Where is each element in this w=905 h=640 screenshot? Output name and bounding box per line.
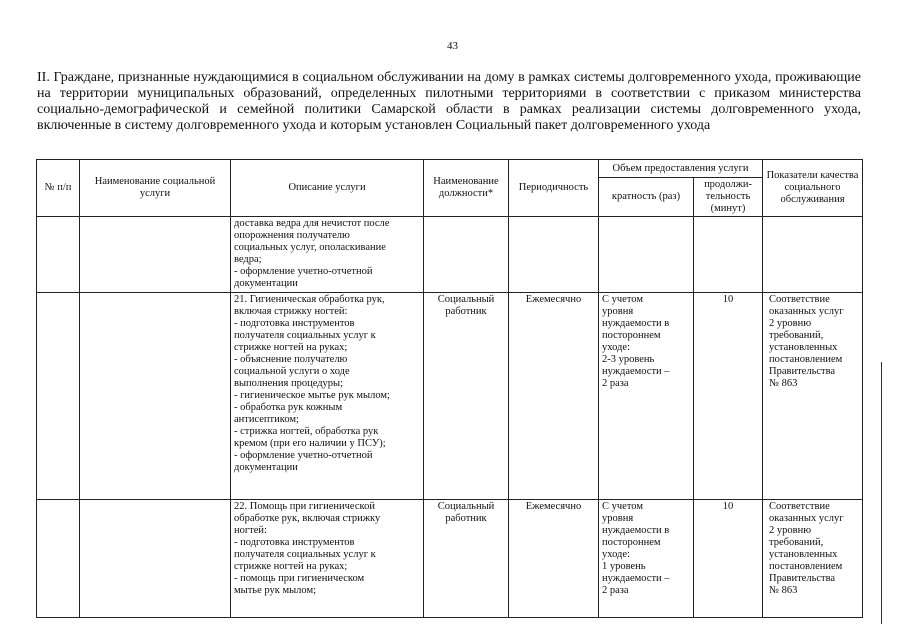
cell-position (424, 217, 509, 293)
cell-multiplicity (599, 217, 694, 293)
cell-quality (763, 217, 863, 293)
cell-duration: 10 (694, 500, 763, 618)
header-position: Наименование должности* (424, 160, 509, 217)
cell-description: 22. Помощь при гигиенической обработке рук, включая стрижку ногтей: - подготовка инструментов получателя социальных услуг к стрижке ногтей на руках; - помощь при гигиеническом мытье рук мылом; (231, 500, 424, 618)
cell-service-name (80, 293, 231, 500)
services-table (36, 159, 863, 618)
scan-margin-line (881, 362, 882, 624)
header-num: № п/п (37, 160, 80, 217)
cell-multiplicity: С учетом уровня нуждаемости в постороннем уходе: 1 уровень нуждаемости – 2 раза (599, 500, 694, 618)
cell-position: Социальный работник (424, 500, 509, 618)
cell-service-name (80, 500, 231, 618)
cell-periodicity: Ежемесячно (509, 500, 599, 618)
cell-duration: 10 (694, 293, 763, 500)
header-volume: Объем предоставления услуги (599, 160, 763, 178)
cell-periodicity (509, 217, 599, 293)
cell-quality: Соответствие оказанных услуг 2 уровню требований, установленных постановлением Правительства № 863 (763, 500, 863, 618)
cell-num (37, 293, 80, 500)
table-row (37, 500, 863, 618)
header-multiplicity: кратность (раз) (599, 178, 694, 217)
header-service-name: Наименование социальной услуги (80, 160, 231, 217)
cell-service-name (80, 217, 231, 293)
cell-position: Социальный работник (424, 293, 509, 500)
header-periodicity: Периодичность (509, 160, 599, 217)
cell-multiplicity: С учетом уровня нуждаемости в постороннем уходе: 2-3 уровень нуждаемости – 2 раза (599, 293, 694, 500)
page-number: 43 (447, 40, 458, 52)
cell-num (37, 217, 80, 293)
table-row (37, 293, 863, 500)
cell-description: 21. Гигиеническая обработка рук, включая стрижку ногтей: - подготовка инструментов получателя социальных услуг к стрижке ногтей на руках; - объяснение получателю социальной услуги о ходе выполнения процедуры; - гигиеническое мытье рук мылом; - обработка рук кожным антисептиком; - стрижка ногтей, обработка рук кремом (при его наличии у ПСУ); - оформление учетно-отчетной документации (231, 293, 424, 500)
table-row (37, 217, 863, 293)
header-duration: продолжи-тельность (минут) (694, 178, 763, 217)
header-quality: Показатели качества социального обслуживания (763, 160, 863, 217)
section-heading: II. Граждане, признанные нуждающимися в социальном обслуживании на дому в рамках системы долговременного ухода, проживающие на территории муниципальных образований, определенных пилотными территориями в соответствии с приказом министерства социально-демографической и семейной политики Самарской области в рамках реализации системы долговременного ухода, включенные в систему долговременного ухода и которым установлен Социальный пакет долговременного ухода (37, 70, 861, 133)
cell-periodicity: Ежемесячно (509, 293, 599, 500)
cell-duration (694, 217, 763, 293)
cell-description: доставка ведра для нечистот после опорожнения получателю социальных услуг, ополаскивание ведра; - оформление учетно-отчетной документации (231, 217, 424, 293)
header-description: Описание услуги (231, 160, 424, 217)
cell-num (37, 500, 80, 618)
cell-quality: Соответствие оказанных услуг 2 уровню требований, установленных постановлением Правительства № 863 (763, 293, 863, 500)
